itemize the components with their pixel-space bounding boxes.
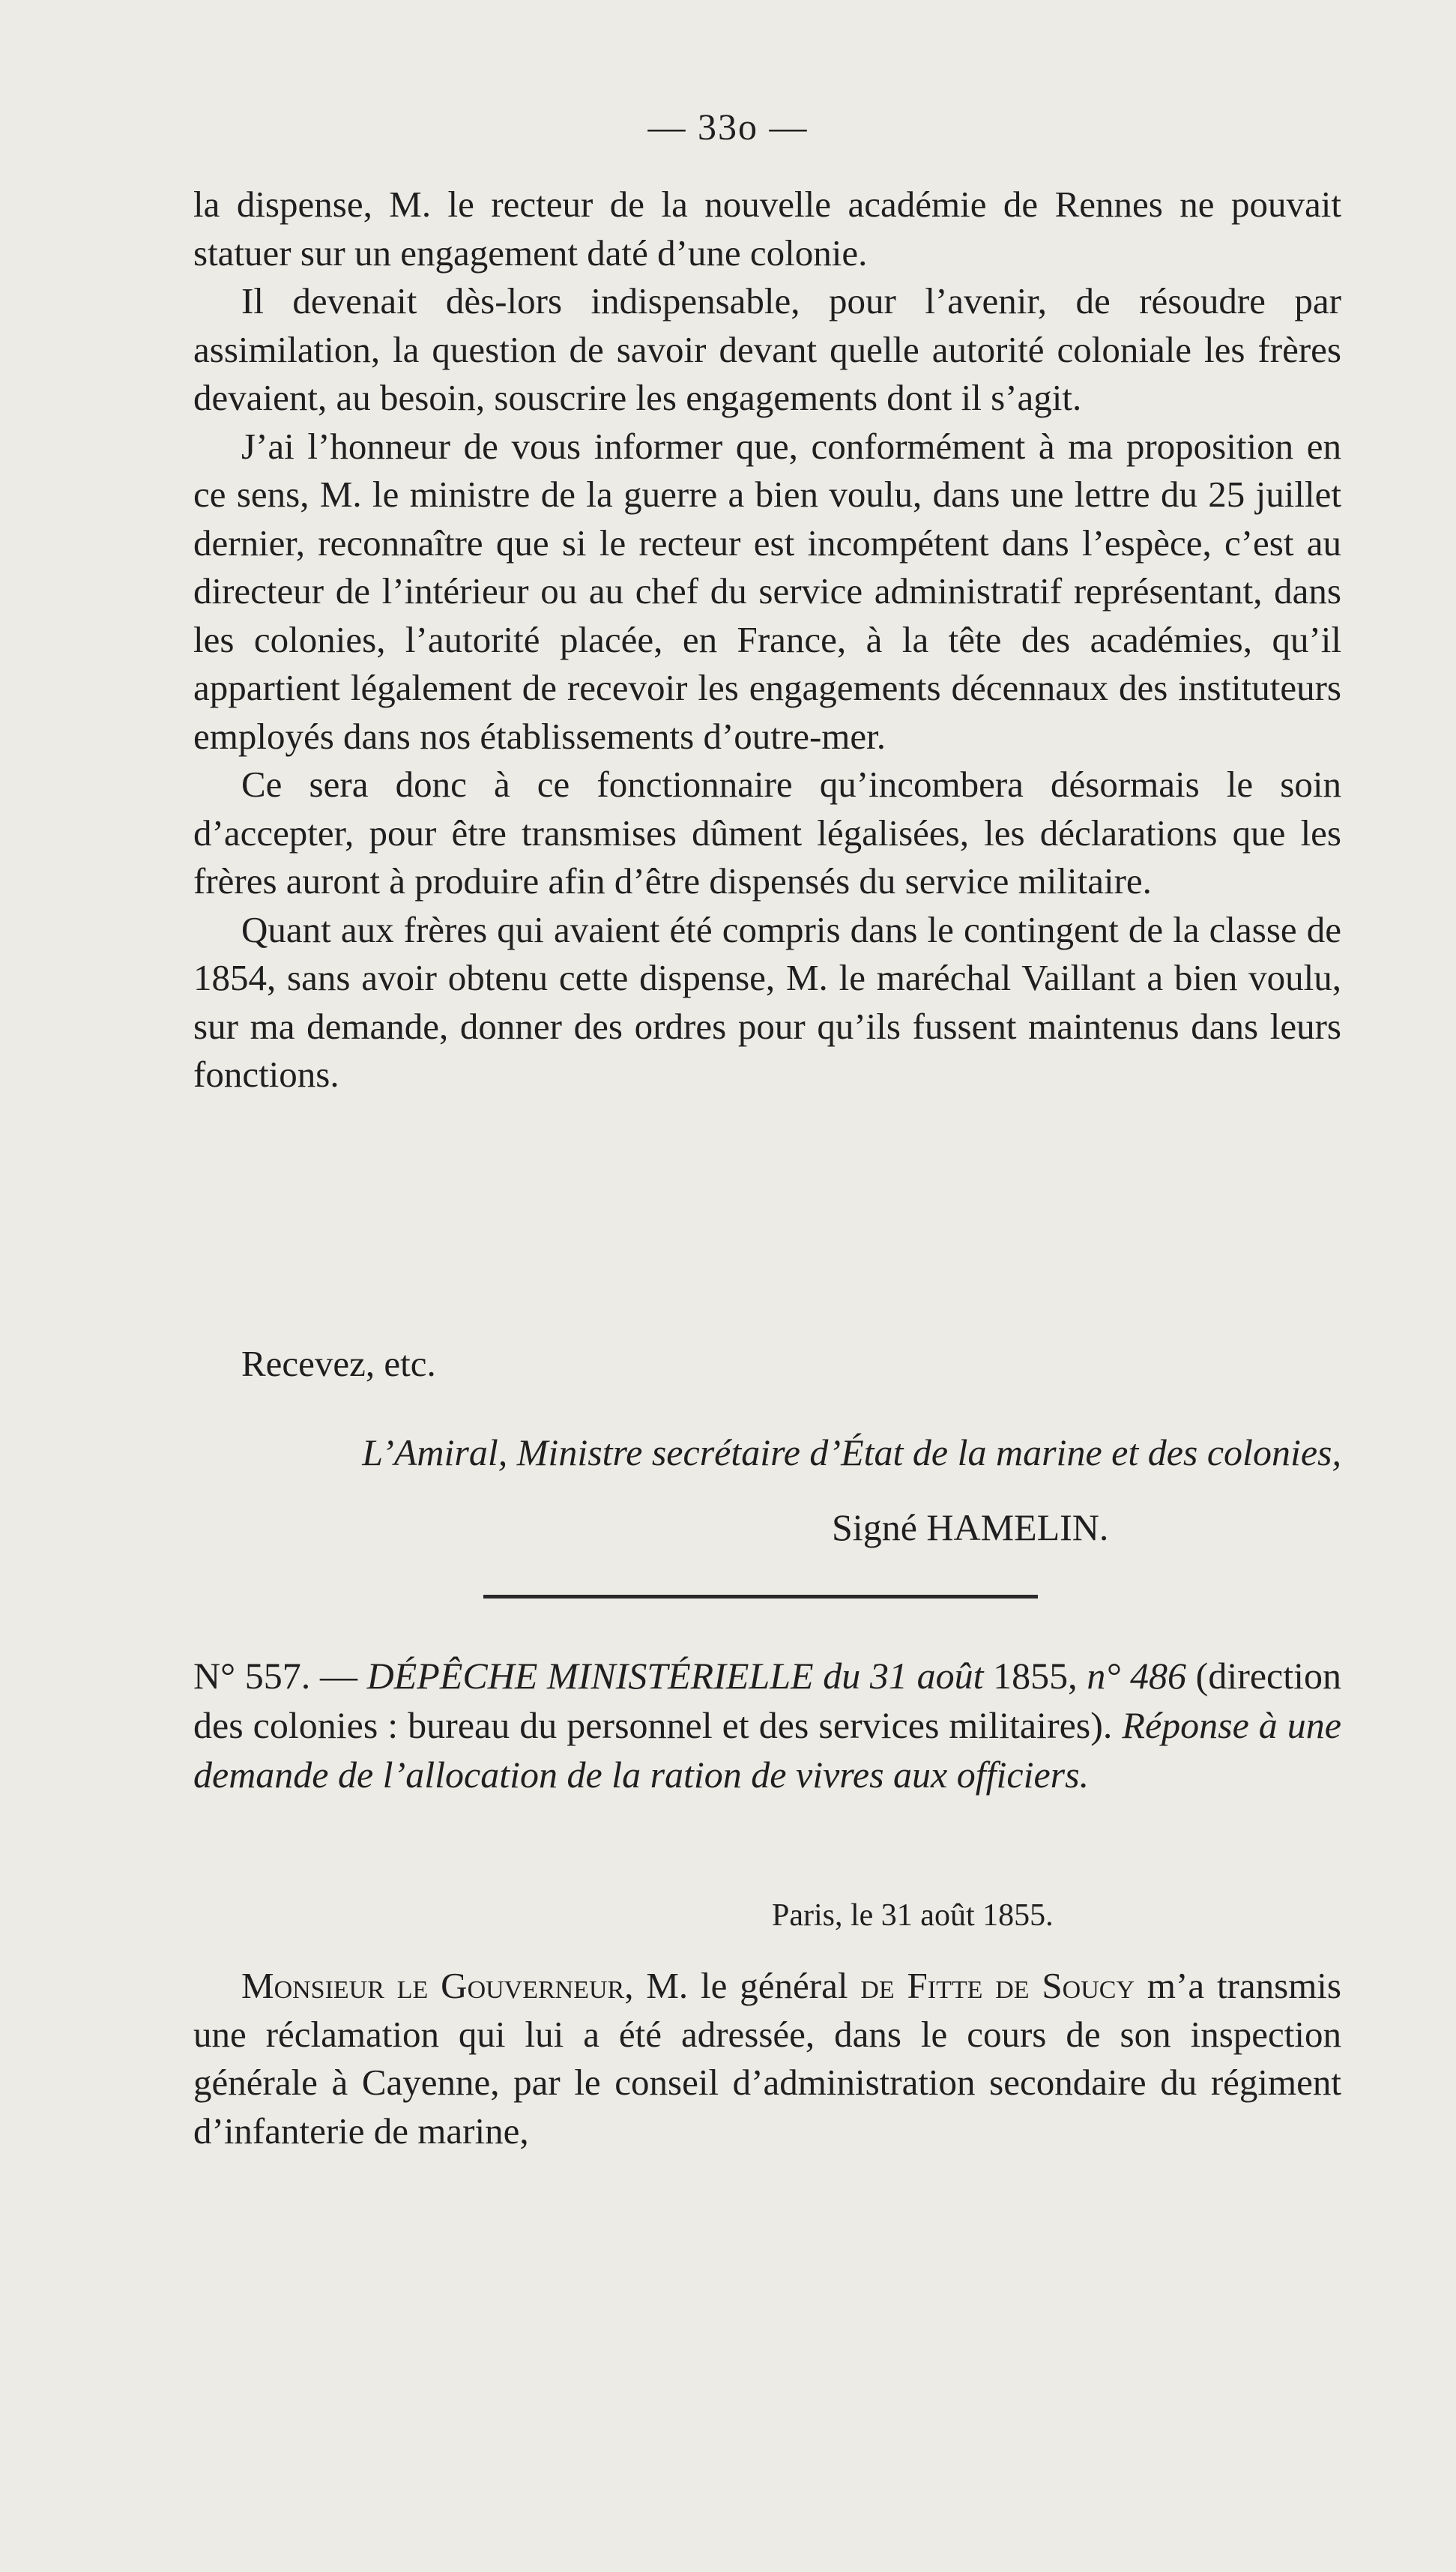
paragraph-5: Quant aux frères qui avaient été compris dans le contingent de la classe de 1854, sans avoir obtenu cette dispense, M. le maréchal Vaillant a bien voulu, sur ma demande, donner des ordres pour qu’ils fussent maintenus dans leurs fonctions. — [193, 908, 1341, 1095]
dispatch-ref: n° 486 — [1087, 1655, 1186, 1697]
dispatch-body — [193, 1962, 1341, 2155]
paragraph-4: Ce sera donc à ce fonctionnaire qu’incombera désormais le soin d’accepter, pour être transmises dûment légalisées, les déclarations que les frères auront à produire afin d’être dispensés du service militaire. — [193, 764, 1341, 902]
dispatch-subject: Réponse à une demande de l’allocation de la ration de vivres aux officiers. — [193, 1704, 1341, 1796]
dispatch-year: 1855, — [993, 1655, 1078, 1697]
letter-body — [193, 181, 1341, 1099]
body-part-b: m’a transmis une réclamation qui lui a été adressée, dans le cours de son inspection générale à Cayenne, par le conseil d’administration secondaire du régiment d’infanterie de marine, — [193, 1965, 1341, 2152]
dateline: Paris, le 31 août 1855. — [772, 1898, 1054, 1933]
paragraph-3: J’ai l’honneur de vous informer que, conformément à ma proposition en ce sens, M. le ministre de la guerre a bien voulu, dans une lettre du 25 juillet dernier, reconnaître que si le recteur est incompétent dans l’espèce, c’est au directeur de l’intérieur ou au chef du service administratif représentant, dans les colonies, l’autorité placée, en France, à la tête des académies, qu’il appartient légalement de recevoir les engagements décennaux des instituteurs employés dans nos établissements d’outre-mer. — [193, 425, 1341, 757]
dispatch-date-prefix: du — [813, 1655, 870, 1697]
heading-dash: — — [310, 1655, 367, 1697]
page-number: — 33o — — [647, 106, 809, 148]
dispatch-number: N° 557. — [193, 1655, 311, 1697]
signature-title: L’Amiral, Ministre secrétaire d’État de la marine et des colonies, — [362, 1431, 1341, 1473]
general-name: de Fitte de Soucy — [860, 1965, 1135, 2006]
body-part-a: M. le général — [633, 1965, 861, 2006]
section-divider — [483, 1595, 1038, 1599]
paragraph-2: Il devenait dès-lors indispensable, pour l’avenir, de résoudre par assimilation, la question de savoir devant quelle autorité coloniale les frères devaient, au besoin, souscrire les engagements dont il s’agit. — [193, 280, 1341, 418]
dispatch-direction: (direction des colonies : bureau du personnel et des services militaires). — [193, 1655, 1342, 1746]
closing-formula: Recevez, etc. — [241, 1343, 436, 1384]
salutation: Monsieur le Gouverneur, — [241, 1965, 634, 2006]
signature-name: Signé HAMELIN. — [832, 1506, 1109, 1548]
dispatch-date: 31 août — [869, 1655, 984, 1697]
dispatch-heading — [193, 1651, 1341, 1799]
paragraph-1: la dispense, M. le recteur de la nouvelle académie de Rennes ne pouvait statuer sur un engagement daté d’une colonie. — [193, 184, 1341, 274]
dispatch-title: DÉPÊCHE MINISTÉRIELLE — [366, 1655, 814, 1697]
